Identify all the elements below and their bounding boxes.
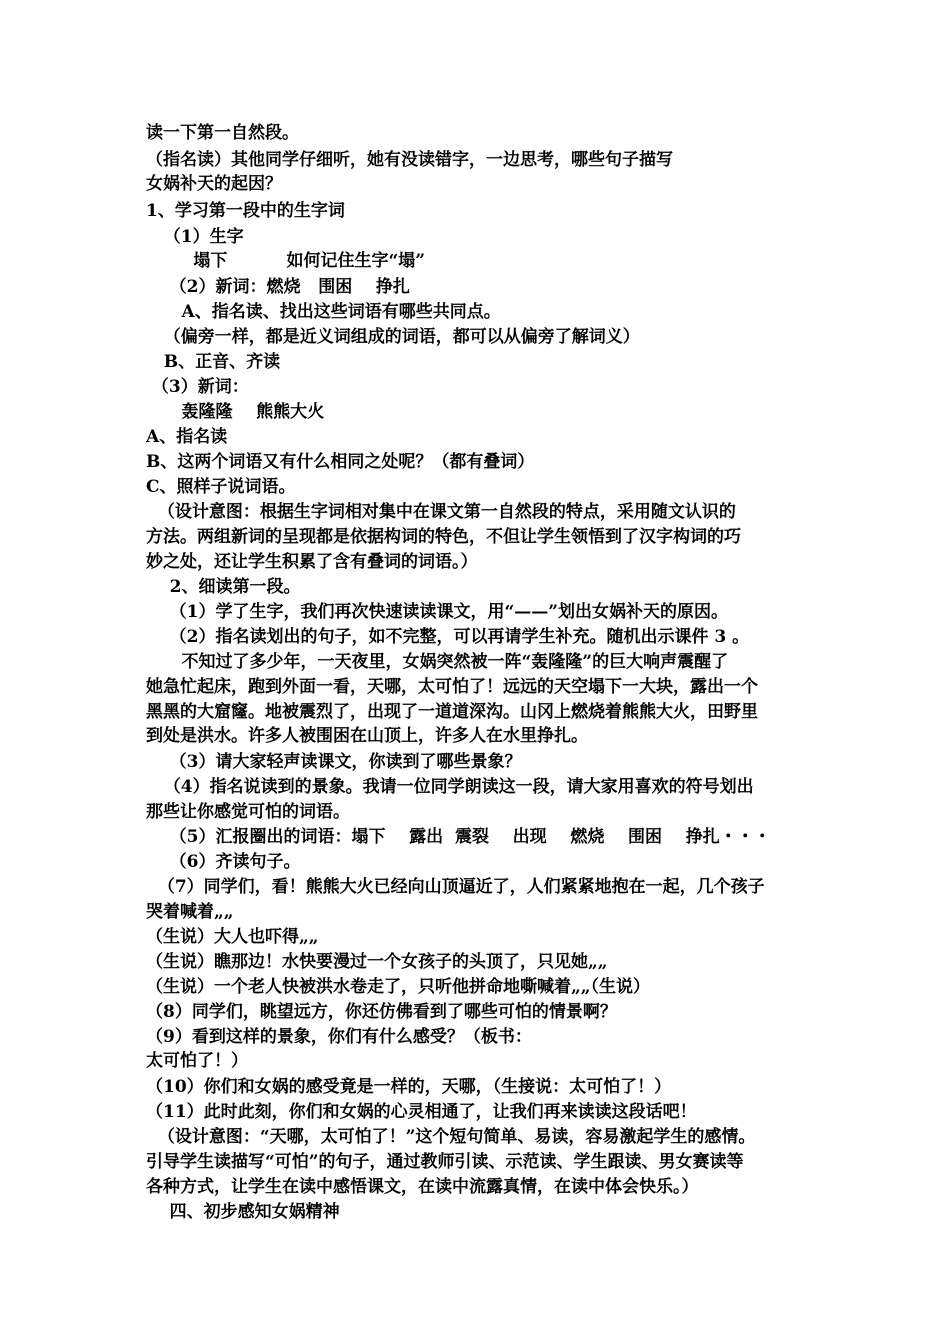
text-line: 各种方式，让学生在读中感悟课文，在读中流露真情，在读中体会快乐。）	[146, 1177, 699, 1197]
text-line: （3）请大家轻声读课文，你读到了哪些景象？	[146, 752, 522, 772]
text-line: 女娲补天的起因？	[146, 174, 282, 194]
text-line: 不知过了多少年，一天夜里，女娲突然被一阵“轰隆隆”的巨大响声震醒了	[146, 652, 729, 672]
text-line: 她急忙起床，跑到外面一看，天哪，太可怕了！远远的天空塌下一大块，露出一个	[146, 677, 758, 697]
text-line: 引导学生读描写“可怕”的句子，通过教师引读、示范读、学生跟读、男女赛读等	[146, 1152, 744, 1172]
text-line: A、指名读	[146, 427, 228, 447]
text-line: （9）看到这样的景象，你们有什么感受？（板书：	[146, 1027, 532, 1047]
text-line: 1、学习第一段中的生字词	[146, 201, 345, 221]
text-line: B、正音、齐读	[146, 352, 281, 372]
text-line: （生说）大人也吓得„„	[146, 927, 319, 947]
text-line: （4）指名说读到的景象。我请一位同学朗读这一段，请大家用喜欢的符号划出	[146, 777, 754, 797]
text-line: 塌下 如何记住生字“塌”	[146, 251, 426, 271]
text-line: （设计意图：“天哪，太可怕了！”这个短句简单、易读，容易激起学生的感情。	[146, 1127, 756, 1147]
text-line: （生说）一个老人快被洪水卷走了，只听他拼命地嘶喊着„„（生说）	[146, 977, 651, 997]
text-line: 四、初步感知女娲精神	[146, 1202, 340, 1222]
text-line: 哭着喊着„„	[146, 902, 234, 922]
text-line: （7）同学们，看！熊熊大火已经向山顶逼近了，人们紧紧地抱在一起，几个孩子	[146, 877, 765, 897]
text-line: （5）汇报圈出的词语：塌下 露出 震裂 出现 燃烧 围困 挣扎・・・	[146, 827, 771, 847]
text-line: A、指名读、找出这些词语有哪些共同点。	[146, 302, 501, 322]
text-line: （生说）瞧那边！水快要漫过一个女孩子的头顶了，只见她„„	[146, 952, 608, 972]
text-line: （指名读）其他同学仔细听，她有没读错字，一边思考，哪些句子描写	[146, 150, 673, 170]
text-line: （6）齐读句子。	[146, 852, 301, 872]
text-line: 那些让你感觉可怕的词语。	[146, 802, 350, 822]
text-line: 黑黑的大窟窿。地被震烈了，出现了一道道深沟。山冈上燃烧着熊熊大火，田野里	[146, 702, 758, 722]
text-line: 方法。两组新词的呈现都是依据构词的特色，不但让学生领悟到了汉字构词的巧	[146, 527, 741, 547]
text-line: （1）生字	[146, 227, 244, 247]
text-line: 读一下第一自然段。	[146, 123, 299, 143]
text-line: C、照样子说词语。	[146, 477, 296, 497]
text-line: 妙之处，还让学生积累了含有叠词的词语。）	[146, 552, 478, 572]
text-line: 太可怕了！）	[146, 1051, 248, 1071]
text-line: 2、细读第一段。	[146, 577, 301, 597]
text-line: （8）同学们，眺望远方，你还仿佛看到了哪些可怕的情景啊？	[146, 1002, 617, 1022]
text-line: （3）新词：	[146, 377, 249, 397]
text-line: 轰隆隆 熊熊大火	[146, 402, 325, 422]
text-line: （11）此时此刻，你们和女娲的心灵相通了，让我们再来读读这段话吧！	[146, 1102, 697, 1122]
text-line: （2）新词：燃烧 围困 挣扎	[146, 277, 410, 297]
text-line: （设计意图：根据生字词相对集中在课文第一自然段的特点，采用随文认识的	[146, 502, 736, 522]
text-line: 到处是洪水。许多人被围困在山顶上，许多人在水里挣扎。	[146, 726, 588, 746]
text-line: （2）指名读划出的句子，如不完整，可以再请学生补充。随机出示课件 3 。	[146, 627, 750, 647]
text-line: B、这两个词语又有什么相同之处呢？（都有叠词）	[146, 452, 535, 472]
text-line: （偏旁一样，都是近义词组成的词语，都可以从偏旁了解词义）	[146, 327, 640, 347]
text-line: （10）你们和女娲的感受竟是一样的，天哪，（生接说：太可怕了！）	[146, 1077, 672, 1097]
text-line: （1）学了生字，我们再次快速读读课文，用“——”划出女娲补天的原因。	[146, 602, 729, 622]
